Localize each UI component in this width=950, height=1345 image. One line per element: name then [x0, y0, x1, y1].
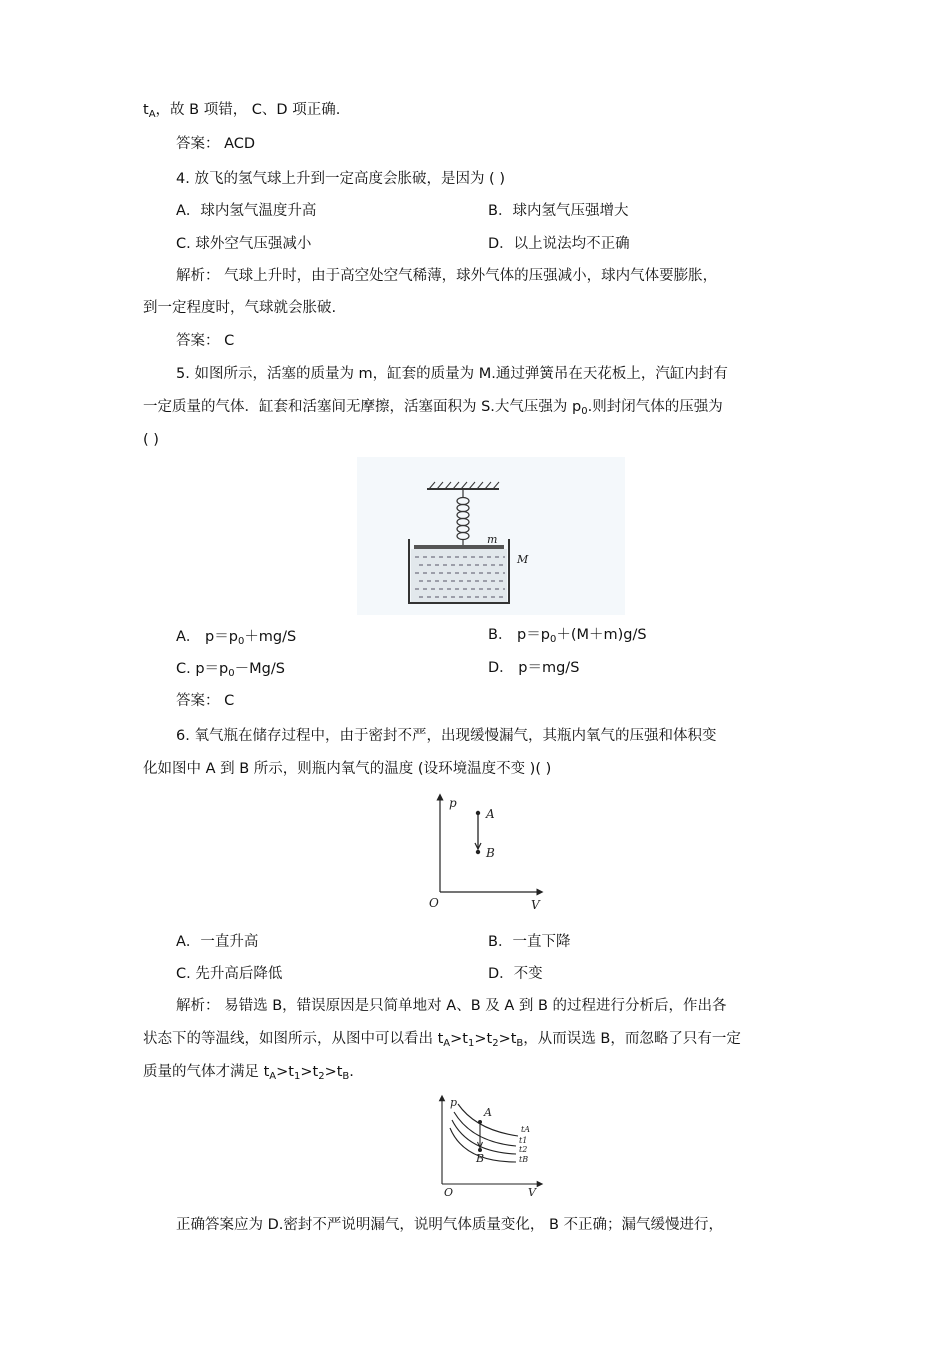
- q6-explanation-1: 解析： 易错选 B，错误原因是只简单地对 A、B 及 A 到 B 的过程进行分析后，作出各: [176, 998, 727, 1014]
- p-axis-label: p: [449, 796, 457, 810]
- q4-option-b: B．球内氢气压强增大: [488, 203, 629, 219]
- isotherm-tb-label: tB: [519, 1155, 529, 1164]
- final-answer-line: 正确答案应为 D.密封不严说明漏气，说明气体质量变化， B 不正确；漏气缓慢进行，: [176, 1217, 724, 1233]
- isotherm-ta-label: tA: [521, 1125, 530, 1134]
- q6-option-b: B．一直下降: [488, 934, 571, 950]
- question-5-line-2: 一定质量的气体．缸套和活塞间无摩擦，活塞面积为 S.大气压强为 $p_0$.则封闭气体的压强为: [143, 399, 723, 417]
- pv-diagram-1: [425, 787, 550, 915]
- spring-cylinder-figure: [357, 457, 625, 615]
- v-axis-label-2: V: [528, 1186, 536, 1199]
- mass-m-label: m: [487, 533, 498, 546]
- point-b-label: B: [486, 846, 495, 860]
- q6-explanation-3: 质量的气体才满足 $t_A>t_1>t_2>t_B$.: [143, 1064, 354, 1082]
- q6-explanation-2: 状态下的等温线，如图所示，从图中可以看出 $t_A>t_1>t_2>t_B$，从而误选 B，而忽略了只有一定: [143, 1031, 741, 1049]
- q5-option-d: D． p＝mg/S: [488, 660, 580, 676]
- q6-option-a: A．一直升高: [176, 934, 259, 950]
- isotherm-t2-label: t2: [519, 1145, 528, 1154]
- isotherm-t1-label: t1: [519, 1136, 528, 1145]
- origin-label-2: O: [444, 1186, 454, 1199]
- q4-option-a: A．球内氢气温度升高: [176, 203, 317, 219]
- point-b-label-2: B: [476, 1152, 485, 1165]
- q5-option-a: A． $p=p_0+mg/S$: [176, 629, 297, 647]
- q4-explanation-2: 到一定程度时，气球就会胀破.: [143, 300, 337, 316]
- question-6-line-2: 化如图中 A 到 B 所示，则瓶内氧气的温度 (设环境温度不变 )( ): [143, 761, 552, 777]
- q4-answer: 答案： C: [176, 333, 235, 349]
- origin-label: O: [429, 896, 439, 910]
- point-a-label-2: A: [484, 1106, 492, 1119]
- question-4: 4. 放飞的氢气球上升到一定高度会胀破，是因为 ( ): [176, 171, 505, 187]
- answer-line: 答案： ACD: [176, 136, 256, 152]
- v-axis-label: V: [531, 898, 540, 912]
- q6-option-d: D．不变: [488, 966, 543, 982]
- point-a-label: A: [486, 807, 495, 821]
- text-line: $t_A$，故 B 项错， C、D 项正确.: [143, 102, 341, 120]
- question-6-line-1: 6. 氧气瓶在储存过程中，由于密封不严，出现缓慢漏气，其瓶内氧气的压强和体积变: [176, 728, 717, 744]
- q5-option-c: C. $p=p_0-Mg/S$: [176, 661, 285, 679]
- question-5-line-1: 5. 如图所示，活塞的质量为 m，缸套的质量为 M.通过弹簧吊在天花板上，汽缸内封有: [176, 366, 728, 382]
- q5-answer: 答案： C: [176, 693, 235, 709]
- q4-explanation-1: 解析： 气球上升时，由于高空处空气稀薄，球外气体的压强减小，球内气体要膨胀，: [176, 268, 718, 284]
- q4-option-d: D．以上说法均不正确: [488, 236, 630, 252]
- q6-option-c: C. 先升高后降低: [176, 966, 283, 982]
- isotherm-diagram: [430, 1092, 550, 1202]
- question-5-line-3: ( ): [143, 432, 159, 448]
- mass-M-label: M: [517, 553, 529, 566]
- p-axis-label-2: p: [450, 1096, 458, 1109]
- q5-option-b: B． $p=p_0+(M+m)g/S$: [488, 627, 647, 645]
- q4-option-c: C. 球外空气压强减小: [176, 236, 312, 252]
